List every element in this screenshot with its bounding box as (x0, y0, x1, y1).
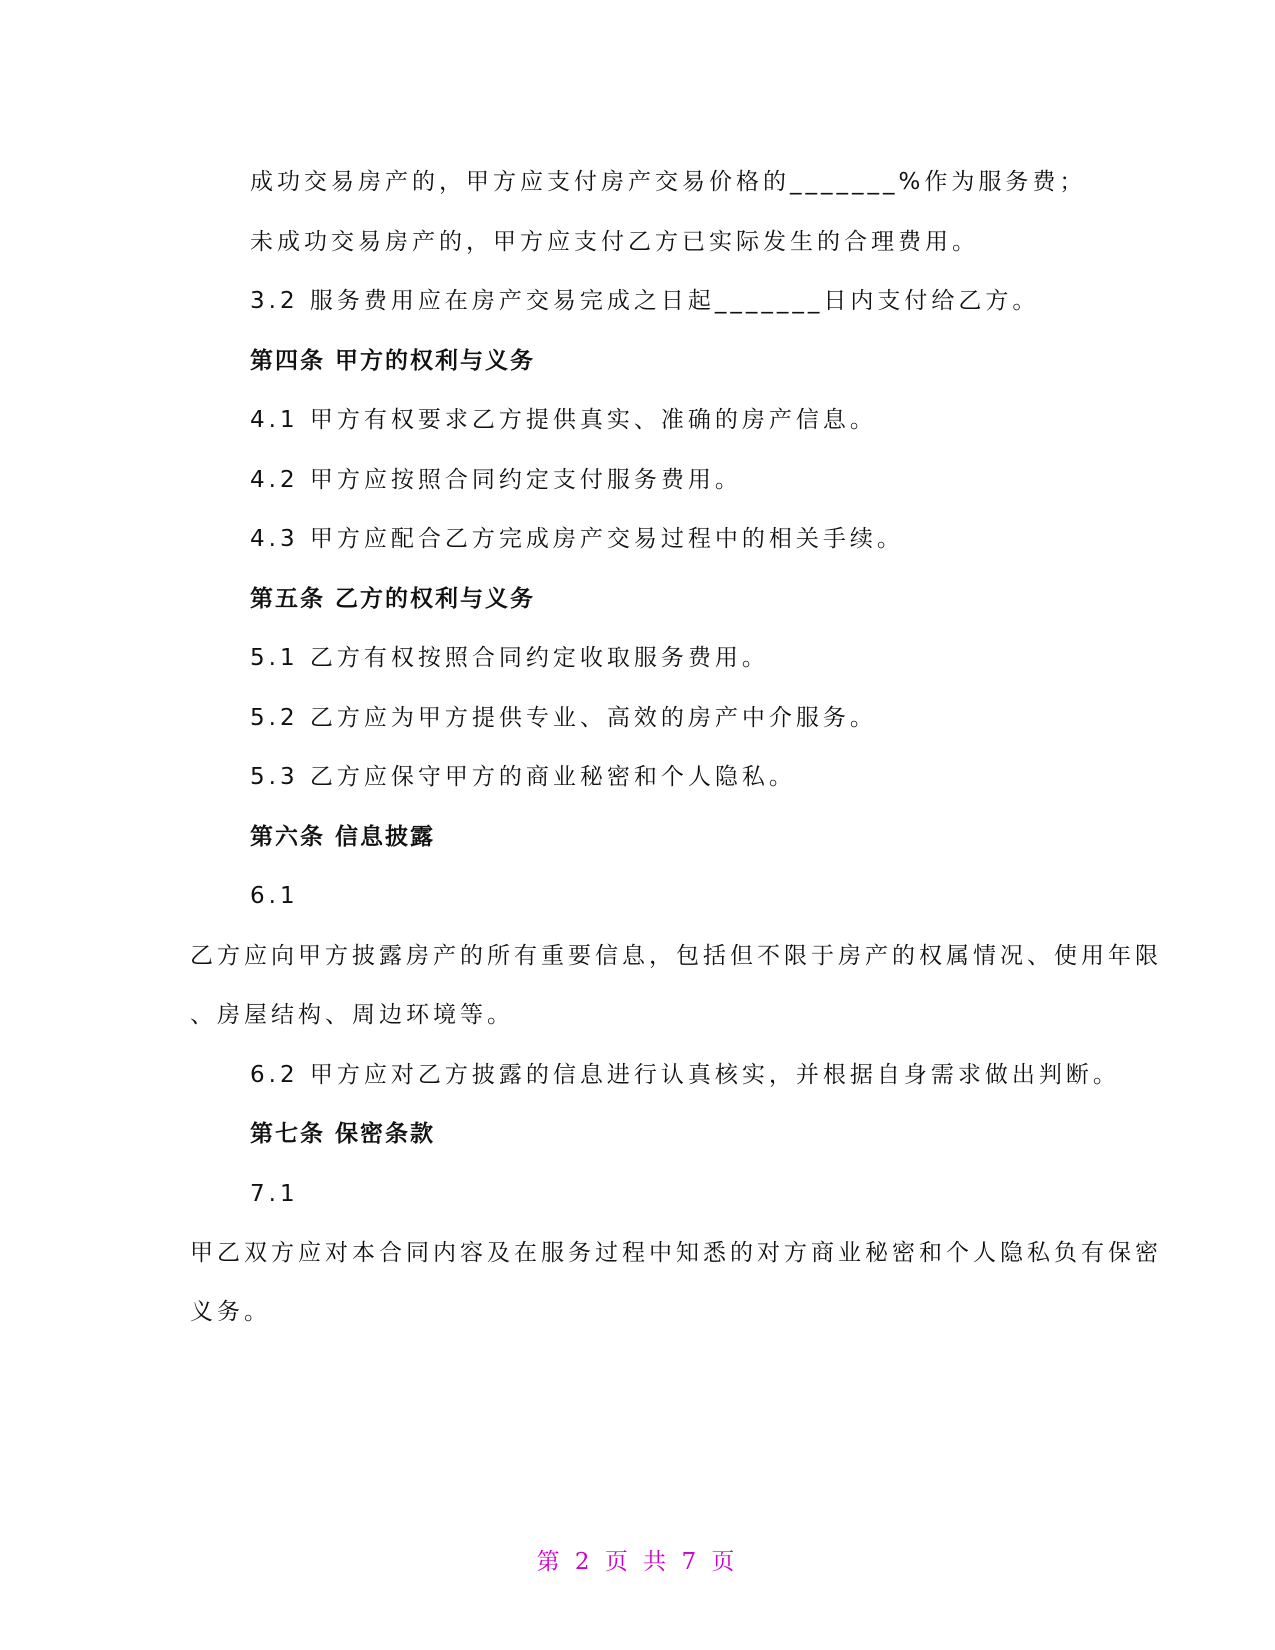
clause-7-1-number: 7.1 (250, 1181, 299, 1207)
article-5-heading: 第五条 乙方的权利与义务 (250, 586, 536, 612)
clause-7-1-text-line-1: 甲乙双方应对本合同内容及在服务过程中知悉的对方商业秘密和个人隐私负有保密 (190, 1240, 1162, 1266)
clause-4-3: 4.3 甲方应配合乙方完成房产交易过程中的相关手续。 (250, 526, 904, 552)
clause-7-1-text-line-2: 义务。 (190, 1299, 271, 1325)
clause-6-1-text-line-2: 、房屋结构、周边环境等。 (190, 1002, 514, 1028)
page-number-footer: 第 2 页 共 7 页 (536, 1549, 739, 1575)
clause-6-1-number: 6.1 (250, 883, 299, 909)
clause-5-2: 5.2 乙方应为甲方提供专业、高效的房产中介服务。 (250, 705, 877, 731)
article-7-heading: 第七条 保密条款 (250, 1121, 436, 1147)
clause-5-1: 5.1 乙方有权按照合同约定收取服务费用。 (250, 645, 769, 671)
paragraph-fee-success: 成功交易房产的，甲方应支付房产交易价格的_______%作为服务费； (250, 169, 1087, 195)
clause-5-3: 5.3 乙方应保守甲方的商业秘密和个人隐私。 (250, 764, 796, 790)
article-6-heading: 第六条 信息披露 (250, 824, 436, 850)
clause-6-1-text-line-1: 乙方应向甲方披露房产的所有重要信息，包括但不限于房产的权属情况、使用年限 (190, 943, 1162, 969)
clause-4-1: 4.1 甲方有权要求乙方提供真实、准确的房产信息。 (250, 407, 877, 433)
paragraph-fee-failure: 未成功交易房产的，甲方应支付乙方已实际发生的合理费用。 (250, 229, 979, 255)
clause-6-2: 6.2 甲方应对乙方披露的信息进行认真核实，并根据自身需求做出判断。 (250, 1062, 1120, 1088)
clause-3-2: 3.2 服务费用应在房产交易完成之日起_______日内支付给乙方。 (250, 288, 1040, 314)
clause-4-2: 4.2 甲方应按照合同约定支付服务费用。 (250, 467, 742, 493)
article-4-heading: 第四条 甲方的权利与义务 (250, 348, 536, 374)
